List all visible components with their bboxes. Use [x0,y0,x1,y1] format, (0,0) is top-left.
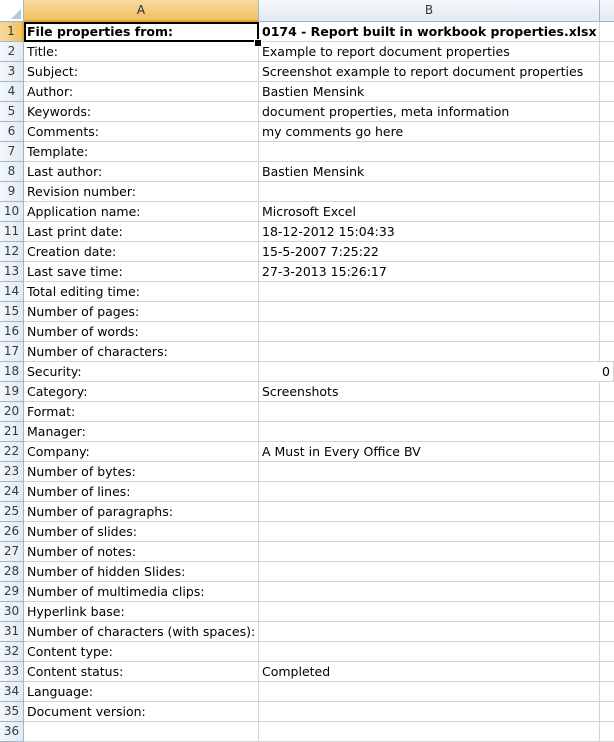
cell-c[interactable] [600,662,614,682]
cell-c[interactable] [600,482,614,502]
table-row [0,22,614,42]
cell-c[interactable] [600,182,614,202]
table-row [0,522,614,542]
table-row [0,542,614,562]
cell-c[interactable] [600,522,614,542]
cell-a[interactable]: Number of pages: [24,302,259,322]
cell-c[interactable] [600,562,614,582]
table-row [0,582,614,602]
table-row [0,422,614,442]
column-header-b[interactable]: B [259,0,600,22]
row-header[interactable]: 17 [0,342,24,362]
table-row [0,322,614,342]
cell-a[interactable]: Security: [24,362,259,382]
cell-a[interactable]: Number of hidden Slides: [24,562,259,582]
cell-b[interactable]: Screenshot example to report document properties [259,62,600,82]
cell-a[interactable]: Total editing time: [24,282,259,302]
table-row [0,282,614,302]
row-header[interactable]: 33 [0,662,24,682]
table-row [0,242,614,262]
row-header[interactable]: 21 [0,422,24,442]
cell-a[interactable]: Number of characters (with spaces): [24,622,259,642]
table-row [0,82,614,102]
cell-a[interactable]: Category: [24,382,259,402]
cell-b[interactable] [259,402,600,422]
cell-a[interactable]: Creation date: [24,242,259,262]
row-header[interactable]: 11 [0,222,24,242]
cell-a[interactable]: Application name: [24,202,259,222]
table-row [0,602,614,622]
table-row [0,182,614,202]
cell-c[interactable] [600,42,614,62]
cell-c[interactable] [600,602,614,622]
cell-c[interactable] [600,82,614,102]
cell-b[interactable]: Microsoft Excel [259,202,600,222]
table-row [0,722,614,742]
cell-b[interactable]: A Must in Every Office BV [259,442,600,462]
cell-c[interactable] [600,542,614,562]
row-header[interactable]: 9 [0,182,24,202]
column-header-c-partial[interactable] [600,0,614,22]
cell-b[interactable] [259,522,600,542]
cell-a[interactable]: Comments: [24,122,259,142]
cell-b[interactable] [259,322,600,342]
row-header[interactable]: 13 [0,262,24,282]
cell-c[interactable] [600,342,614,362]
cell-a[interactable]: Format: [24,402,259,422]
row-header[interactable]: 25 [0,502,24,522]
cell-b[interactable] [259,482,600,502]
cell-c[interactable] [600,242,614,262]
cell-b[interactable] [259,282,600,302]
cell-a[interactable]: Keywords: [24,102,259,122]
cell-a[interactable]: Number of paragraphs: [24,502,259,522]
cell-b[interactable]: 15-5-2007 7:25:22 [259,242,600,262]
cell-c[interactable] [600,582,614,602]
cell-a[interactable]: Company: [24,442,259,462]
fill-handle[interactable] [254,39,262,47]
cell-c[interactable] [600,22,614,42]
table-row [0,642,614,662]
cell-c[interactable] [600,282,614,302]
cell-c[interactable] [600,462,614,482]
cell-b[interactable]: 0 [259,362,614,382]
table-row [0,302,614,322]
cell-a[interactable]: Number of notes: [24,542,259,562]
cell-b[interactable]: Bastien Mensink [259,162,600,182]
cell-b[interactable] [259,642,600,662]
row-header[interactable]: 24 [0,482,24,502]
table-row [0,222,614,242]
select-all-triangle-icon [11,9,21,19]
cell-b[interactable] [259,502,600,522]
row-header[interactable]: 22 [0,442,24,462]
cell-c[interactable] [600,142,614,162]
table-row [0,382,614,402]
cell-c[interactable] [600,402,614,422]
table-row [0,662,614,682]
cell-a[interactable]: Number of lines: [24,482,259,502]
row-header[interactable]: 36 [0,722,24,742]
cell-b[interactable] [259,302,600,322]
cell-b[interactable]: 18-12-2012 15:04:33 [259,222,600,242]
cell-a[interactable]: Number of slides: [24,522,259,542]
table-row [0,102,614,122]
cell-c[interactable] [600,382,614,402]
select-all-corner[interactable] [0,0,24,22]
row-header[interactable]: 15 [0,302,24,322]
row-header[interactable]: 26 [0,522,24,542]
cell-c[interactable] [600,222,614,242]
cell-c[interactable] [600,682,614,702]
cell-b[interactable]: Bastien Mensink [259,82,600,102]
cell-b[interactable]: my comments go here [259,122,600,142]
row-header[interactable]: 18 [0,362,24,382]
cell-a[interactable]: Last author: [24,162,259,182]
cell-b[interactable] [259,142,600,162]
cell-c[interactable] [600,502,614,522]
row-header[interactable]: 8 [0,162,24,182]
cell-b[interactable] [259,602,600,622]
row-header[interactable]: 6 [0,122,24,142]
table-row [0,162,614,182]
row-header[interactable]: 20 [0,402,24,422]
row-header[interactable]: 29 [0,582,24,602]
cell-b[interactable] [259,722,600,742]
row-header[interactable]: 4 [0,82,24,102]
cell-c[interactable] [600,62,614,82]
row-header[interactable]: 31 [0,622,24,642]
row-header[interactable]: 16 [0,322,24,342]
table-row [0,402,614,422]
row-header[interactable]: 19 [0,382,24,402]
cell-a[interactable]: Number of bytes: [24,462,259,482]
row-header[interactable]: 30 [0,602,24,622]
row-header[interactable]: 35 [0,702,24,722]
cell-a[interactable]: Last save time: [24,262,259,282]
cell-a[interactable]: Number of characters: [24,342,259,362]
cell-b[interactable]: Completed [259,662,600,682]
cell-c[interactable] [600,322,614,342]
row-header[interactable]: 28 [0,562,24,582]
table-row [0,702,614,722]
table-row [0,462,614,482]
cell-a[interactable]: Title: [24,42,259,62]
cell-a[interactable]: Content type: [24,642,259,662]
table-row [0,362,614,382]
row-header[interactable]: 1 [0,22,24,42]
row-header[interactable]: 34 [0,682,24,702]
cell-a[interactable]: Document version: [24,702,259,722]
table-row [0,342,614,362]
cell-c[interactable] [600,442,614,462]
cell-b[interactable]: document properties, meta information [259,102,600,122]
cell-c[interactable] [600,262,614,282]
cell-b[interactable] [259,582,600,602]
cell-a[interactable]: Content status: [24,662,259,682]
cell-a[interactable]: File properties from: [24,22,259,42]
cell-a[interactable]: Manager: [24,422,259,442]
cell-c[interactable] [600,642,614,662]
row-header[interactable]: 14 [0,282,24,302]
cell-a[interactable]: Revision number: [24,182,259,202]
cell-b[interactable]: Example to report document properties [259,42,600,62]
table-row [0,622,614,642]
cell-c[interactable] [600,422,614,442]
cell-b[interactable]: 0174 - Report built in workbook properties.xlsx [259,22,600,42]
table-row [0,502,614,522]
cell-b[interactable]: Screenshots [259,382,600,402]
table-row [0,442,614,462]
table-row [0,202,614,222]
cell-b[interactable] [259,182,600,202]
cell-a[interactable]: Last print date: [24,222,259,242]
row-header[interactable]: 23 [0,462,24,482]
cell-c[interactable] [600,162,614,182]
cell-b[interactable] [259,702,600,722]
cell-b[interactable] [259,462,600,482]
row-header[interactable]: 5 [0,102,24,122]
row-header[interactable]: 2 [0,42,24,62]
cell-b[interactable] [259,682,600,702]
table-row [0,562,614,582]
cell-c[interactable] [600,122,614,142]
cell-b[interactable] [259,542,600,562]
cell-b[interactable] [259,342,600,362]
cell-b[interactable]: 27-3-2013 15:26:17 [259,262,600,282]
table-row [0,482,614,502]
row-header[interactable]: 10 [0,202,24,222]
table-row [0,262,614,282]
row-header[interactable]: 32 [0,642,24,662]
table-row [0,682,614,702]
cell-a[interactable] [24,722,259,742]
cell-a[interactable]: Author: [24,82,259,102]
cell-a[interactable]: Number of words: [24,322,259,342]
cell-c[interactable] [600,102,614,122]
table-row [0,122,614,142]
table-row [0,42,614,62]
row-header[interactable]: 7 [0,142,24,162]
table-row [0,142,614,162]
cell-c[interactable] [600,202,614,222]
cell-a[interactable]: Language: [24,682,259,702]
row-header[interactable]: 27 [0,542,24,562]
cell-c[interactable] [600,622,614,642]
cell-a[interactable]: Subject: [24,62,259,82]
cell-c[interactable] [600,722,614,742]
cell-a[interactable]: Hyperlink base: [24,602,259,622]
cell-b[interactable] [259,562,600,582]
cell-a[interactable]: Template: [24,142,259,162]
table-row [0,62,614,82]
cell-a[interactable]: Number of multimedia clips: [24,582,259,602]
cell-c[interactable] [600,302,614,322]
row-header[interactable]: 3 [0,62,24,82]
cell-c[interactable] [600,702,614,722]
row-header[interactable]: 12 [0,242,24,262]
cell-b[interactable] [259,422,600,442]
column-header-a[interactable]: A [24,0,259,22]
cell-b[interactable] [259,622,600,642]
